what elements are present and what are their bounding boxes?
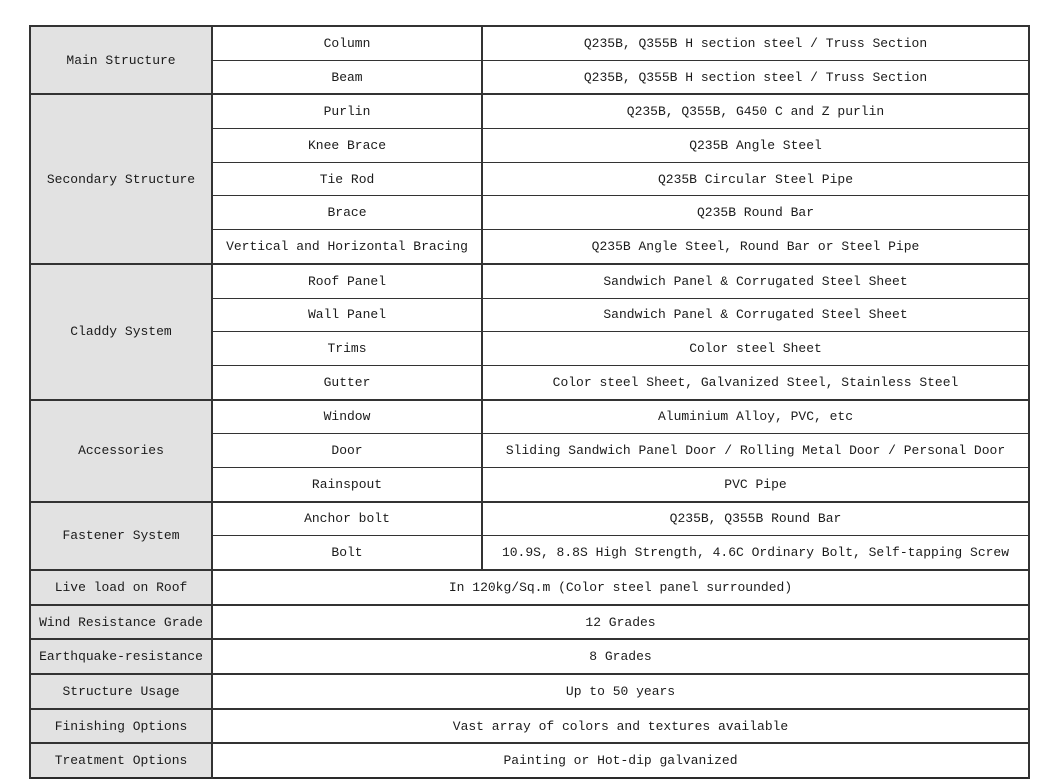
spec-table	[29, 25, 1030, 779]
item-cell: Bolt	[212, 536, 482, 570]
category-cell: Main Structure	[30, 26, 212, 94]
item-cell: Purlin	[212, 94, 482, 128]
category-cell: Secondary Structure	[30, 94, 212, 263]
summary-label-cell: Structure Usage	[30, 674, 212, 709]
item-cell: Wall Panel	[212, 298, 482, 332]
summary-value-cell: 8 Grades	[212, 639, 1029, 674]
spec-table-body	[30, 26, 1029, 778]
table-row	[30, 709, 1029, 744]
summary-label-cell: Treatment Options	[30, 743, 212, 778]
summary-label-cell: Wind Resistance Grade	[30, 605, 212, 640]
item-cell: Window	[212, 400, 482, 434]
item-cell: Column	[212, 26, 482, 60]
table-row	[30, 94, 1029, 128]
category-cell: Claddy System	[30, 264, 212, 400]
category-cell: Accessories	[30, 400, 212, 502]
table-row	[30, 605, 1029, 640]
summary-label-cell: Live load on Roof	[30, 570, 212, 605]
value-cell: 10.9S, 8.8S High Strength, 4.6C Ordinary Bolt, Self-tapping Screw	[482, 536, 1029, 570]
value-cell: Color steel Sheet	[482, 332, 1029, 366]
value-cell: Sandwich Panel & Corrugated Steel Sheet	[482, 298, 1029, 332]
value-cell: Q235B, Q355B H section steel / Truss Section	[482, 26, 1029, 60]
table-row	[30, 570, 1029, 605]
item-cell: Vertical and Horizontal Bracing	[212, 230, 482, 264]
item-cell: Knee Brace	[212, 129, 482, 163]
item-cell: Door	[212, 434, 482, 468]
item-cell: Brace	[212, 196, 482, 230]
category-cell: Fastener System	[30, 502, 212, 570]
summary-label-cell: Earthquake-resistance	[30, 639, 212, 674]
table-row	[30, 674, 1029, 709]
value-cell: Q235B Circular Steel Pipe	[482, 162, 1029, 196]
summary-value-cell: Painting or Hot-dip galvanized	[212, 743, 1029, 778]
item-cell: Gutter	[212, 365, 482, 399]
value-cell: Q235B Angle Steel, Round Bar or Steel Pipe	[482, 230, 1029, 264]
table-row	[30, 400, 1029, 434]
table-row	[30, 264, 1029, 298]
value-cell: PVC Pipe	[482, 467, 1029, 501]
value-cell: Sliding Sandwich Panel Door / Rolling Metal Door / Personal Door	[482, 434, 1029, 468]
value-cell: Q235B Round Bar	[482, 196, 1029, 230]
value-cell: Aluminium Alloy, PVC, etc	[482, 400, 1029, 434]
table-row	[30, 743, 1029, 778]
item-cell: Roof Panel	[212, 264, 482, 298]
value-cell: Color steel Sheet, Galvanized Steel, Stainless Steel	[482, 365, 1029, 399]
value-cell: Q235B, Q355B, G450 C and Z purlin	[482, 94, 1029, 128]
table-row	[30, 639, 1029, 674]
value-cell: Q235B Angle Steel	[482, 129, 1029, 163]
table-row	[30, 26, 1029, 60]
value-cell: Q235B, Q355B H section steel / Truss Section	[482, 60, 1029, 94]
table-row	[30, 502, 1029, 536]
item-cell: Anchor bolt	[212, 502, 482, 536]
value-cell: Q235B, Q355B Round Bar	[482, 502, 1029, 536]
item-cell: Beam	[212, 60, 482, 94]
summary-value-cell: In 120kg/Sq.m (Color steel panel surrounded)	[212, 570, 1029, 605]
summary-value-cell: Up to 50 years	[212, 674, 1029, 709]
summary-value-cell: 12 Grades	[212, 605, 1029, 640]
summary-value-cell: Vast array of colors and textures available	[212, 709, 1029, 744]
summary-label-cell: Finishing Options	[30, 709, 212, 744]
item-cell: Rainspout	[212, 467, 482, 501]
item-cell: Tie Rod	[212, 162, 482, 196]
value-cell: Sandwich Panel & Corrugated Steel Sheet	[482, 264, 1029, 298]
item-cell: Trims	[212, 332, 482, 366]
